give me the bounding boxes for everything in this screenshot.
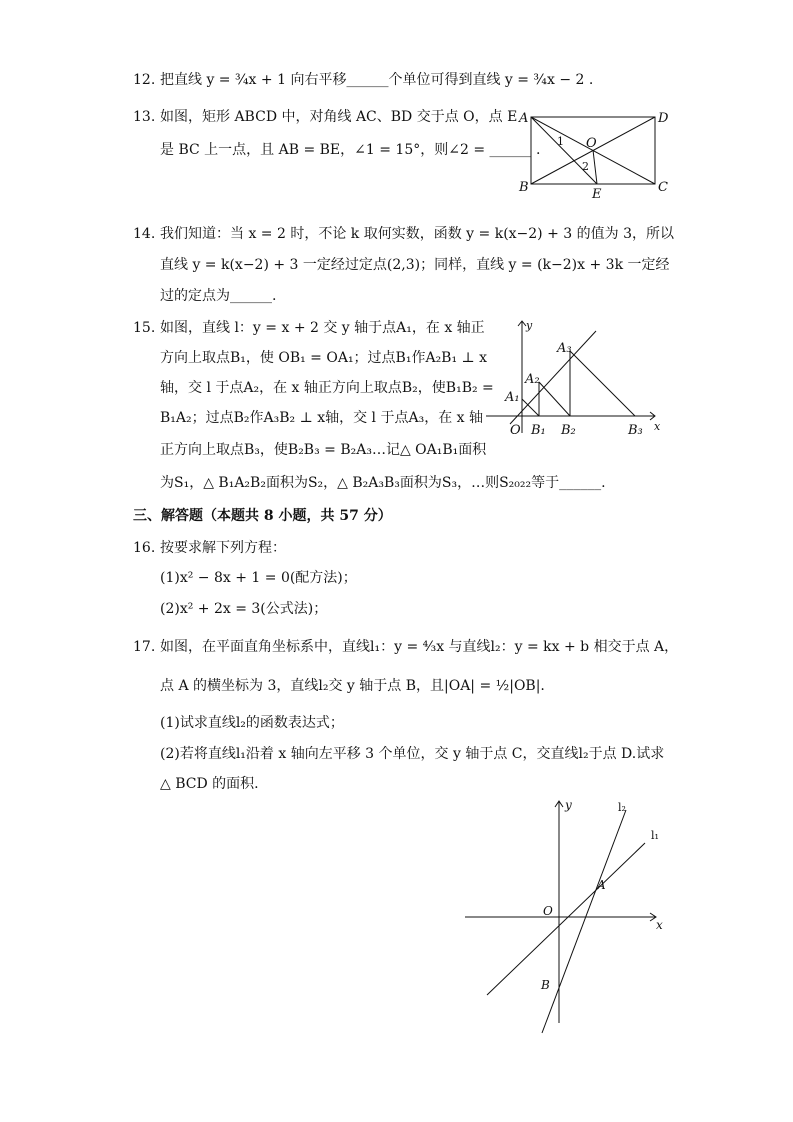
question-text: 直线 y = k(x−2) + 3 一定经过定点(2,3)；同样，直线 y = (k−2)x + 3k 一定经 (160, 257, 670, 273)
label-l2: l₂ (618, 801, 626, 814)
label-E: E (592, 187, 602, 202)
question-text: B₁A₂；过点B₂作A₃B₂ ⊥ x轴，交 l 于点A₃，在 x 轴 (160, 410, 484, 426)
angle-1-label: 1 (557, 135, 564, 148)
question-number: 13. (133, 109, 156, 125)
label-A3: A₃ (557, 341, 572, 356)
label-l1: l₁ (651, 829, 659, 842)
rectangle-figure (510, 105, 670, 205)
label-A: A (597, 878, 606, 892)
question-number: 16. (133, 540, 156, 556)
question-text: 如图，直线 l：y = x + 2 交 y 轴于点A₁，在 x 轴正 (160, 320, 485, 336)
question-text: 过的定点为______. (160, 288, 277, 304)
label-C: C (658, 180, 668, 195)
question-text: 方向上取点B₁，使 OB₁ = OA₁；过点B₁作A₂B₁ ⊥ x (160, 350, 488, 366)
question-number: 14. (133, 226, 156, 242)
question-text: 是 BC 上一点，且 AB = BE，∠1 = 15°，则∠2 = ______ . (160, 142, 541, 158)
x-axis-label: x (654, 420, 661, 433)
label-B: B (541, 978, 550, 992)
label-O: O (586, 136, 597, 151)
question-text: 点 A 的横坐标为 3，直线l₂交 y 轴于点 B，且|OA| = ½|OB|. (160, 678, 545, 694)
label-B: B (519, 180, 529, 195)
label-B3: B₃ (628, 423, 643, 438)
label-D: D (658, 111, 669, 126)
label-A1: A₁ (505, 390, 520, 405)
question-text: 如图，矩形 ABCD 中，对角线 AC、BD 交于点 O，点 E (160, 109, 518, 125)
question-text: 为S₁，△ B₁A₂B₂面积为S₂，△ B₂A₃B₃面积为S₃，…则S₂₀₂₂等于______. (160, 475, 606, 491)
question-text: 按要求解下列方程： (160, 540, 286, 556)
question-text: 如图，在平面直角坐标系中，直线l₁：y = ⁴⁄₃x 与直线l₂：y = kx + b 相交于点 A， (160, 639, 679, 655)
label-O: O (510, 423, 521, 438)
y-axis-label: y (565, 798, 572, 812)
question-text: 我们知道：当 x = 2 时，不论 k 取何实数，函数 y = k(x−2) + 3 的值为 3，所以 (160, 226, 674, 242)
question-number: 15. (133, 320, 156, 336)
question-text: (2)若将直线l₁沿着 x 轴向左平移 3 个单位，交 y 轴于点 C，交直线l₂于点 D.试求 (160, 746, 665, 762)
question-text: (1)x² − 8x + 1 = 0(配方法)； (160, 570, 357, 586)
question-text: 把直线 y = ¾x + 1 向右平移______个单位可得到直线 y = ¾x − 2 . (160, 72, 594, 88)
label-O: O (543, 904, 553, 918)
section-heading: 三、解答题（本题共 8 小题，共 57 分） (133, 508, 392, 524)
question-text: 轴，交 l 于点A₂，在 x 轴正方向上取点B₂，使B₁B₂ = (160, 380, 494, 396)
label-A: A (519, 111, 529, 126)
y-axis-label: y (526, 319, 533, 332)
angle-2-label: 2 (582, 160, 589, 173)
line-figure (483, 315, 663, 440)
coordinate-figure (460, 795, 670, 1040)
label-B2: B₂ (561, 423, 576, 438)
question-text: △ BCD 的面积. (160, 776, 259, 792)
question-text: (1)试求直线l₂的函数表达式； (160, 715, 344, 731)
question-text: 正方向上取点B₃，使B₂B₃ = B₂A₃…记△ OA₁B₁面积 (160, 442, 487, 458)
question-number: 12. (133, 72, 156, 88)
label-A2: A₂ (525, 372, 540, 387)
question-number: 17. (133, 639, 156, 655)
question-text: (2)x² + 2x = 3(公式法)； (160, 601, 328, 617)
label-B1: B₁ (531, 423, 546, 438)
x-axis-label: x (656, 918, 663, 932)
